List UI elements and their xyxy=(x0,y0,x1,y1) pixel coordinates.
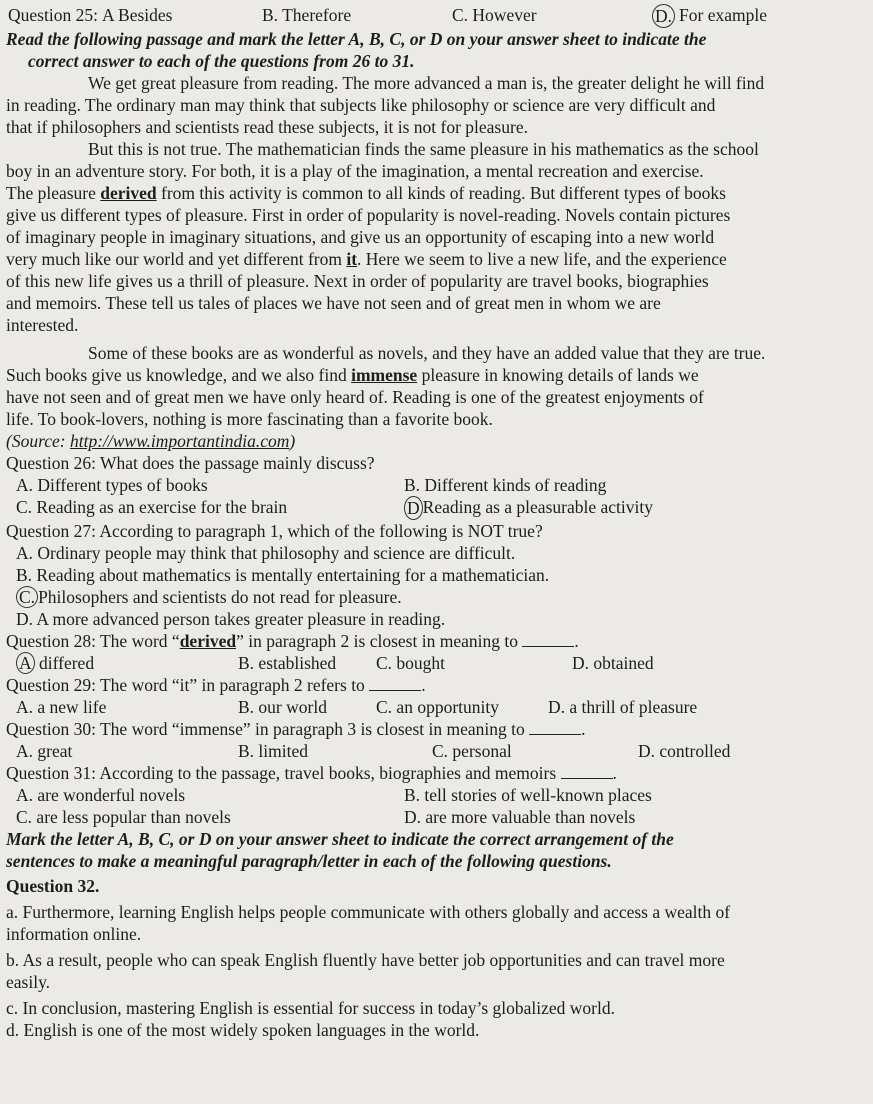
passage-p1-line-2: in reading. The ordinary man may think that subjects like philosophy or science are very difficult and xyxy=(6,95,716,115)
q28-option-a-text: differed xyxy=(34,653,95,673)
passage-p1-line-3: that if philosophers and scientists read these subjects, it is not for pleasure. xyxy=(6,117,528,137)
q29-stem-text: Question 29: The word “it” in paragraph 2 refers to xyxy=(6,675,365,695)
q31-row-2 xyxy=(6,806,867,828)
highlighted-word-immense: immense xyxy=(351,365,418,385)
answer-blank xyxy=(369,676,421,691)
q26-option-d-letter: D xyxy=(404,496,423,520)
q28-stem xyxy=(6,630,867,652)
q30-option-b: B. limited xyxy=(238,741,308,761)
passage-text: pleasure in knowing details of lands we xyxy=(417,365,699,385)
passage-p2-line-9: interested. xyxy=(6,315,79,335)
passage-p3-line-2 xyxy=(6,364,867,386)
q26-stem: Question 26: What does the passage mainly discuss? xyxy=(6,453,375,473)
passage-p2-line-8: and memoirs. These tell us tales of places we have not seen and of great men in whom we are xyxy=(6,293,661,313)
q32-label: Question 32. xyxy=(6,876,100,896)
passage-text: The pleasure xyxy=(6,183,101,203)
blank-dot: . xyxy=(421,675,426,695)
passage-text: Such books give us knowledge, and we also find xyxy=(6,365,352,385)
q27-option-c-text: Philosophers and scientists do not read for pleasure. xyxy=(38,587,402,607)
q30-stem-text: Question 30: The word “immense” in paragraph 3 is closest in meaning to xyxy=(6,719,525,739)
passage-text: very much like our world and yet different from xyxy=(6,249,347,269)
passage-p2-line-1: But this is not true. The mathematician finds the same pleasure in his mathematics as the school xyxy=(88,139,759,159)
q25-option-a: A Besides xyxy=(102,5,173,25)
q28-options-row xyxy=(6,652,867,674)
source-link[interactable]: http://www.importantindia.com xyxy=(69,431,290,451)
q31-option-a: A. are wonderful novels xyxy=(16,785,186,805)
q27-option-d: D. A more advanced person takes greater pleasure in reading. xyxy=(16,609,446,629)
q25-option-d-letter: D. xyxy=(652,4,675,28)
q25-option-b: B. Therefore xyxy=(262,5,352,25)
q30-stem xyxy=(6,718,867,740)
q25-option-c: C. However xyxy=(452,5,537,25)
q31-row-1 xyxy=(6,784,867,806)
q29-options-row xyxy=(6,696,867,718)
highlighted-word-derived: derived xyxy=(100,183,157,203)
q29-stem xyxy=(6,674,867,696)
q29-option-c: C. an opportunity xyxy=(376,697,499,717)
q30-options-row xyxy=(6,740,867,762)
source-prefix: (Source: xyxy=(6,431,70,451)
q28-option-d: D. obtained xyxy=(572,653,654,673)
q26-option-b: B. Different kinds of reading xyxy=(404,475,607,495)
passage-p3-line-4: life. To book-lovers, nothing is more fascinating than a favorite book. xyxy=(6,409,493,429)
q28-stem-pre: Question 28: The word “ xyxy=(6,631,180,651)
blank-dot: . xyxy=(581,719,586,739)
q28-option-b: B. established xyxy=(238,653,337,673)
highlighted-word-it: it xyxy=(346,249,358,269)
q26-option-a: A. Different types of books xyxy=(16,475,208,495)
instructions-1-line-2: correct answer to each of the questions from 26 to 31. xyxy=(28,51,415,71)
passage-p2-line-2: boy in an adventure story. For both, it is a play of the imagination, a mental recreation and exercise. xyxy=(6,161,704,181)
q25-row xyxy=(8,4,867,28)
passage-text: from this activity is common to all kinds of reading. But different types of books xyxy=(156,183,726,203)
blank-dot: . xyxy=(574,631,579,651)
blank-dot: . xyxy=(612,763,617,783)
q29-option-a: A. a new life xyxy=(16,697,107,717)
q27-option-a: A. Ordinary people may think that philosophy and science are difficult. xyxy=(16,543,516,563)
passage-p2-line-6 xyxy=(6,248,867,270)
q27-stem: Question 27: According to paragraph 1, which of the following is NOT true? xyxy=(6,521,543,541)
passage-p3-line-3: have not seen and of great men we have only heard of. Reading is one of the greatest enjoyments of xyxy=(6,387,704,407)
passage-p2-line-4: give us different types of pleasure. First in order of popularity is novel-reading. Novels contain pictures xyxy=(6,205,731,225)
q28-stem-word: derived xyxy=(179,631,237,651)
q28-option-a xyxy=(16,652,238,674)
q28-stem-post: ” in paragraph 2 is closest in meaning to xyxy=(236,631,518,651)
q32-sentence-a-2: information online. xyxy=(6,924,142,944)
answer-blank xyxy=(529,720,581,735)
q27-option-c xyxy=(6,586,867,608)
q26-option-d-text: Reading as a pleasurable activity xyxy=(422,497,653,517)
q31-option-c: C. are less popular than novels xyxy=(16,807,231,827)
q30-option-a: A. great xyxy=(16,741,73,761)
q32-sentence-c: c. In conclusion, mastering English is essential for success in today’s globalized world. xyxy=(6,998,615,1018)
q31-option-d: D. are more valuable than novels xyxy=(404,807,636,827)
q30-option-c: C. personal xyxy=(432,741,512,761)
answer-blank xyxy=(561,764,613,779)
passage-p2-line-5: of imaginary people in imaginary situations, and give us an opportunity of escaping into a new world xyxy=(6,227,715,247)
q32-sentence-b-1: b. As a result, people who can speak English fluently have better job opportunities and can travel more xyxy=(6,950,725,970)
q30-option-d: D. controlled xyxy=(638,741,731,761)
answer-blank xyxy=(522,632,574,647)
q32-sentence-d: d. English is one of the most widely spoken languages in the world. xyxy=(6,1020,480,1040)
passage-p2-line-7: of this new life gives us a thrill of pleasure. Next in order of popularity are travel books, biographies xyxy=(6,271,709,291)
passage-p3-line-1: Some of these books are as wonderful as novels, and they have an added value that they are true. xyxy=(88,343,766,363)
q29-option-d: D. a thrill of pleasure xyxy=(548,697,698,717)
instructions-2-line-1: Mark the letter A, B, C, or D on your answer sheet to indicate the correct arrangement of the xyxy=(6,829,674,849)
q31-option-b: B. tell stories of well-known places xyxy=(404,785,652,805)
q32-sentence-b-2: easily. xyxy=(6,972,51,992)
q26-row-1 xyxy=(6,474,867,496)
passage-p1-line-1: We get great pleasure from reading. The more advanced a man is, the greater delight he will find xyxy=(88,73,765,93)
q29-option-b: B. our world xyxy=(238,697,327,717)
source-suffix: ) xyxy=(289,431,296,451)
q31-stem xyxy=(6,762,867,784)
q28-option-a-letter: A xyxy=(16,652,35,674)
q32-sentence-a-1: a. Furthermore, learning English helps people communicate with others globally and access a wealth of xyxy=(6,902,731,922)
q25-option-d-text: For example xyxy=(679,5,767,25)
passage-text: . Here we seem to live a new life, and the experience xyxy=(357,249,727,269)
instructions-1-line-1: Read the following passage and mark the letter A, B, C, or D on your answer sheet to indicate the xyxy=(6,29,707,49)
q25-label: Question 25: xyxy=(8,5,98,25)
q26-option-c: C. Reading as an exercise for the brain xyxy=(16,497,288,517)
instructions-2-line-2: sentences to make a meaningful paragraph/letter in each of the following questions. xyxy=(6,851,612,871)
q27-option-b: B. Reading about mathematics is mentally entertaining for a mathematician. xyxy=(16,565,550,585)
q27-option-c-letter: C. xyxy=(16,586,38,608)
q31-stem-text: Question 31: According to the passage, travel books, biographies and memoirs xyxy=(6,763,557,783)
passage-p2-line-3 xyxy=(6,182,867,204)
source-line xyxy=(6,430,867,452)
q28-option-c: C. bought xyxy=(376,653,446,673)
q26-row-2 xyxy=(6,496,867,520)
